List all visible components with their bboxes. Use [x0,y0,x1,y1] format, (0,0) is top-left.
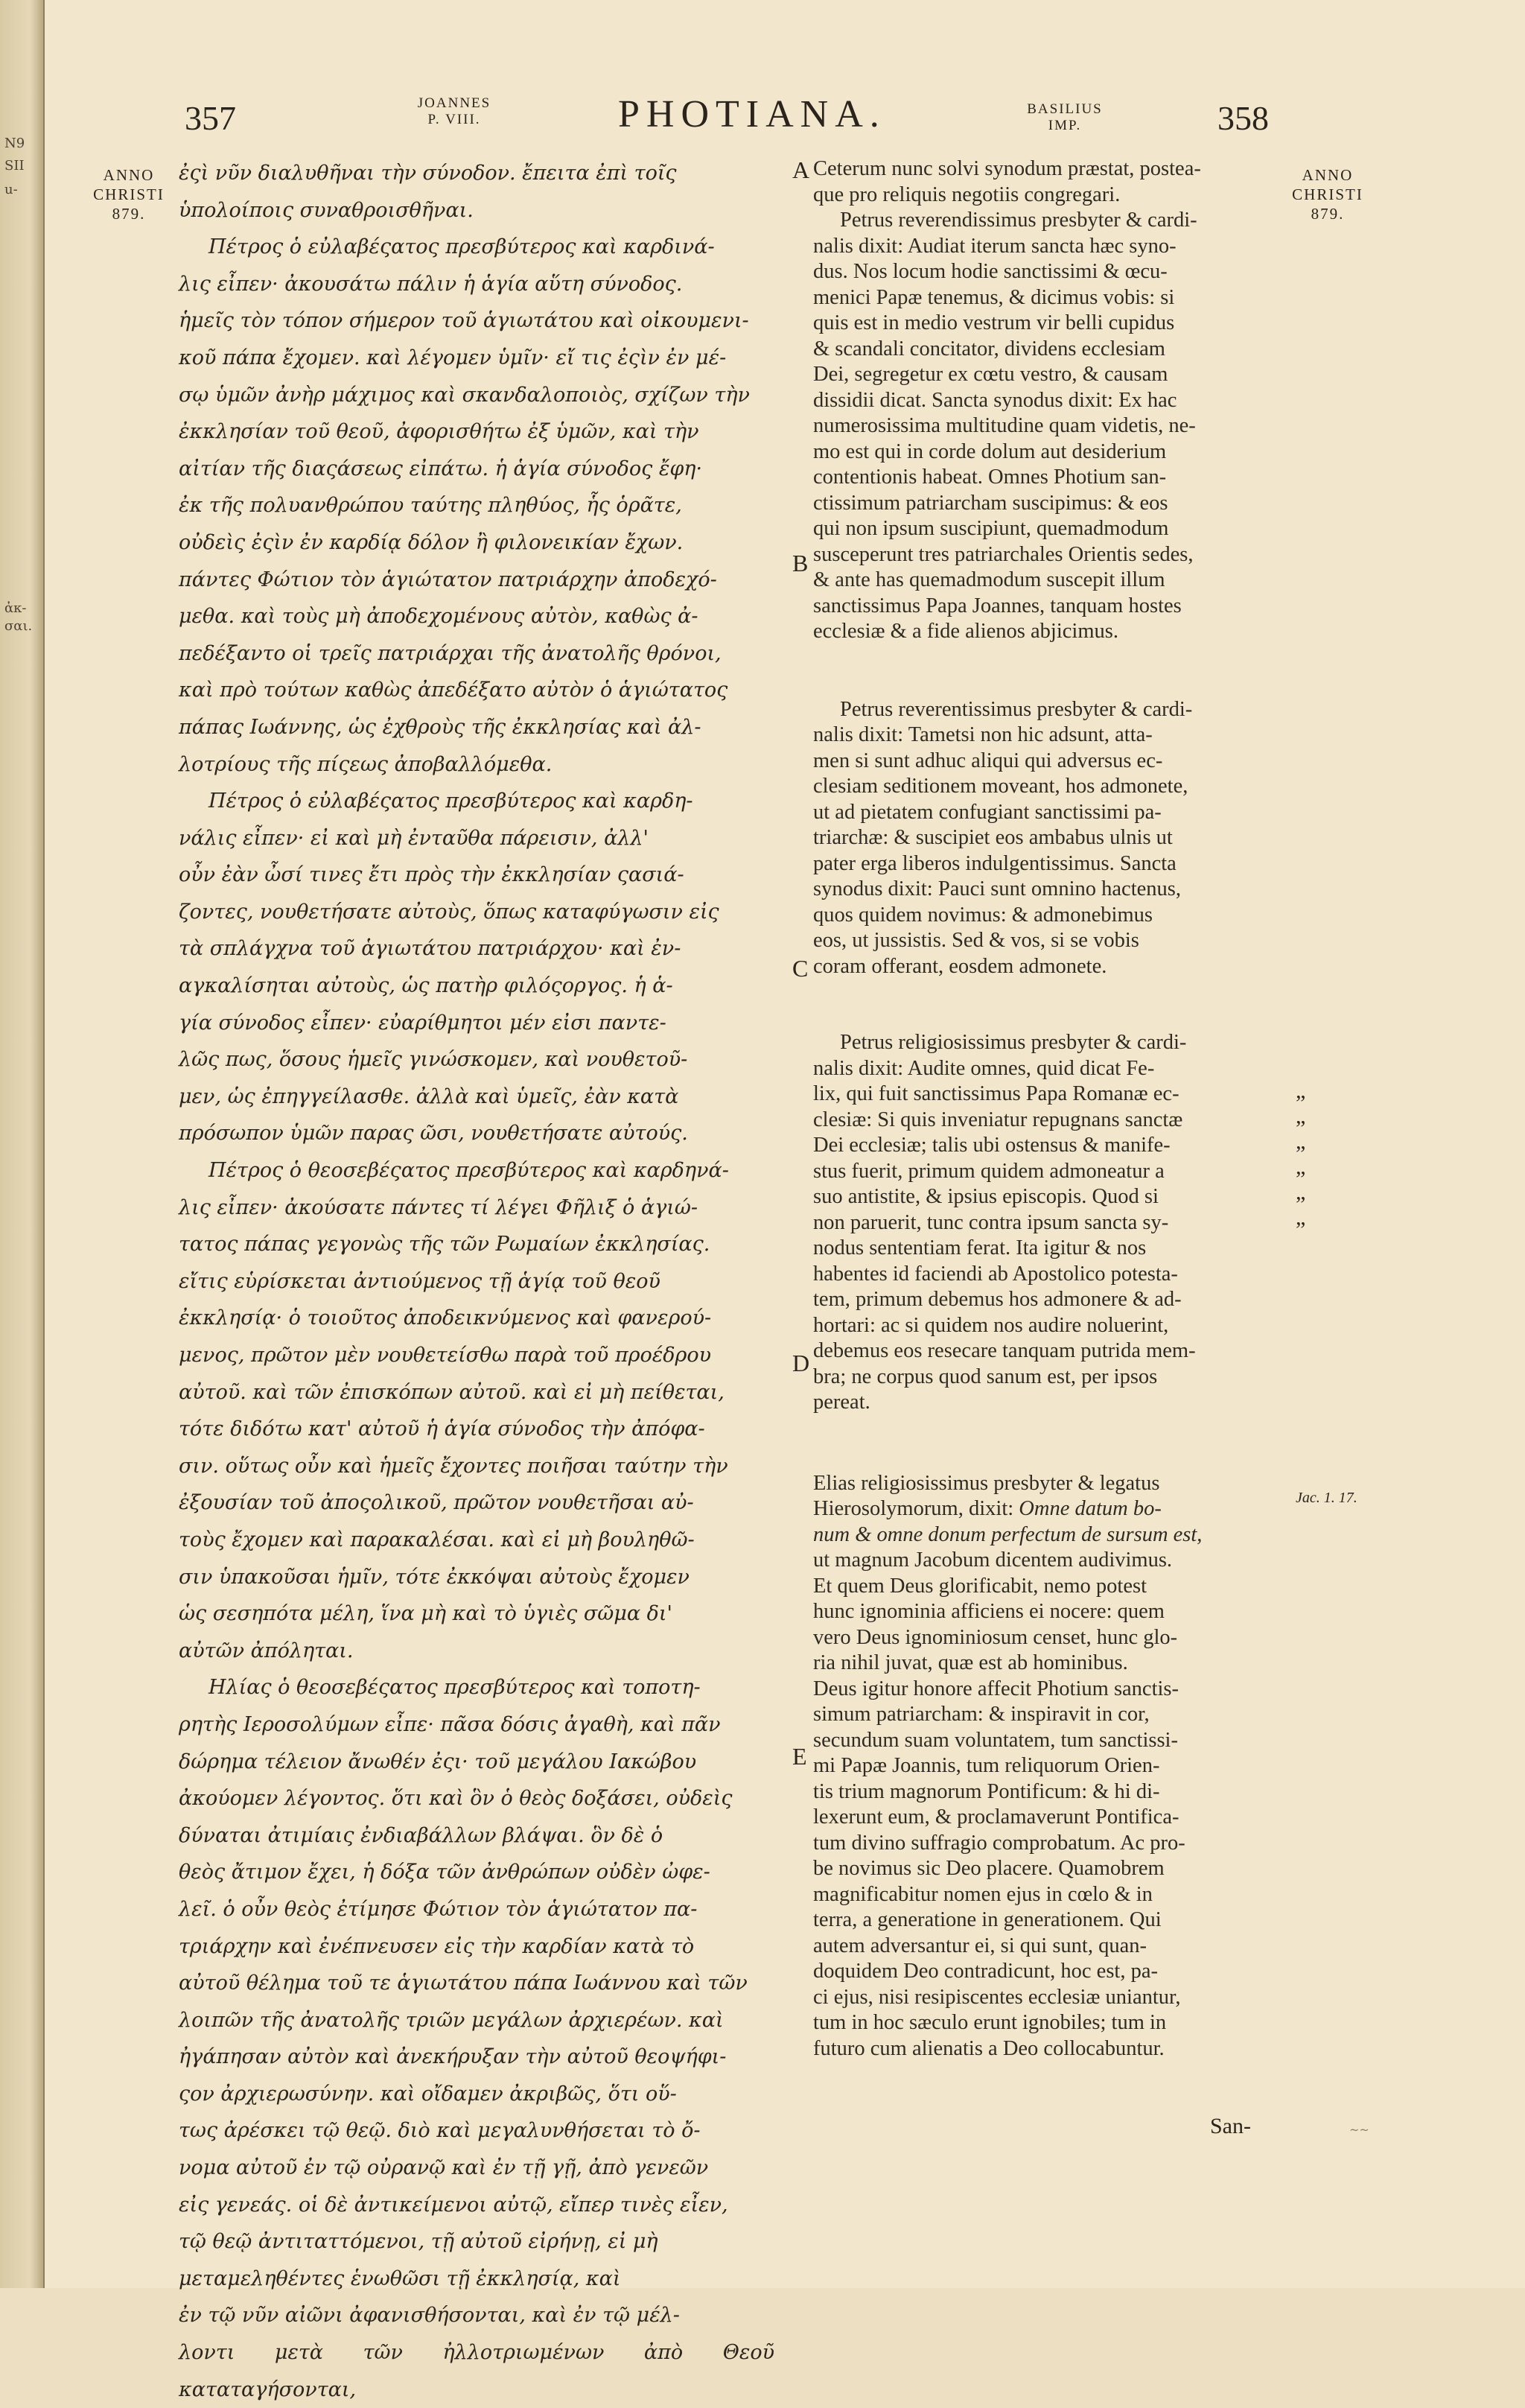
sidenote-line: ANNO [103,166,155,184]
catchword: San- [1210,2114,1251,2138]
latin-paragraph [813,1030,1282,1416]
quote-mark: „ [1296,1129,1306,1154]
text-line: λοιπῶν τῆς ἀνατολῆς τριῶν μεγάλων ἀρχιερέων. καὶ [179,2008,724,2032]
latin-paragraph [813,156,1282,208]
text-line: debemus eos resecare tanquam putrida mem- [813,1339,1196,1362]
text-line: men si sunt adhuc aliqui qui adversus ec- [813,749,1163,772]
book-page [45,0,1525,2401]
text-line: λοντι μετὰ τῶν ἠλλοτριωμένων ἀπὸ Θεοῦ καταταγήσονται, [179,2341,774,2401]
sidenote-line: CHRISTI [1292,185,1363,203]
text-line: πάντες Φώτιον τὸν ἁγιώτατον πατριάρχην ἀποδεχό- [179,568,717,591]
text-line: ἀκούομεν λέγοντος. ὅτι καὶ ὃν ὁ θεὸς δοξάσει, οὐδεὶς [179,1787,733,1811]
text-line: tum divino suffragio comprobatum. Ac pro- [813,1831,1185,1855]
text-line: Dei ecclesiæ; talis ubi ostensus & manife- [813,1134,1171,1157]
text-line: ctissimum patriarcham suscipimus: & eos [813,491,1168,515]
text-line: ζοντες, νουθετήσατε αὐτοὺς, ὅπως καταφύγωσιν εἰς [179,900,719,924]
scripture-reference: Jac. 1. 17. [1296,1490,1357,1506]
page-number-left: 357 [185,99,236,137]
prev-page-fragment: SII [4,158,25,174]
page-title: PHOTIANA. [618,93,886,136]
text-line: be novimus sic Deo placere. Quamobrem [813,1857,1165,1880]
text-line: quos quidem novimus: & admonebimus [813,903,1153,927]
text-line: synodus dixit: Pauci sunt omnino hactenus, [813,877,1181,900]
text-line: σιν ὑπακοῦσαι ἡμῖν, τότε ἐκκόψαι αὐτοὺς ἔχομεν [179,1565,690,1589]
text-line: Πέτρος ὁ εὐλαβέςατος πρεσβύτερος καὶ καρδινά- [208,235,715,259]
text-line: αγκαλίσηται αὐτοὺς, ὡς πατὴρ φιλόςοργος. ἡ ἁ- [179,974,673,998]
text-line: eos, ut jussistis. Sed & vos, si se vobis [813,929,1139,952]
text-line: nalis dixit: Tametsi non hic adsunt, atta- [813,723,1153,746]
text-line: nodus sententiam ferat. Ita igitur & nos [813,1236,1147,1259]
text-line: Deus igitur honore affecit Photium sanctis- [813,1677,1179,1700]
text-line: κοῦ πάπα ἔχομεν. καὶ λέγομεν ὑμῖν· εἴ τις ἐςὶν ἐν μέ- [179,346,727,369]
text-line: habentes id faciendi ab Apostolico potesta- [813,1262,1178,1286]
text-line: pereat. [813,1391,870,1414]
latin-italic-quote: Omne datum bo- [1019,1497,1162,1520]
text-line: susceperunt tres patriarchales Orientis sedes, [813,542,1194,566]
latin-column [813,156,1282,2062]
latin-line-part: Hierosolymorum, dixit: [813,1497,1014,1520]
latin-paragraph [813,208,1282,645]
text-line: dus. Nos locum hodie sanctissimi & œcu- [813,260,1168,283]
text-line: clesiam seditionem moveant, hos admonete, [813,775,1188,798]
quote-mark: „ [1296,1078,1306,1103]
text-line: ςον ἀρχιερωσύνην. καὶ οἴδαμεν ἀκριβῶς, ὅτι οὕ- [179,2082,677,2106]
text-line: εἰς γενεάς. οἱ δὲ ἀντικείμενοι αὐτῷ, εἴπερ τινὲς εἶεν, [179,2193,728,2217]
text-line: λοτρίους τῆς πίςεως ἀποβαλλόμεθα. [179,752,553,776]
text-line: nalis dixit: Audite omnes, quid dicat Fe- [813,1056,1155,1080]
text-line: τὰ σπλάγχνα τοῦ ἁγιωτάτου πατριάρχου· καὶ ἐν- [179,937,681,961]
ink-smudge: ~~ [1349,2123,1369,2137]
text-line: hortari: ac si quidem nos audire noluerint, [813,1313,1169,1337]
text-line: τότε διδότω κατ' αὐτοῦ ἡ ἁγία σύνοδος τὴν ἀπόφα- [179,1417,705,1441]
quote-mark: „ [1296,1180,1306,1204]
running-head-right-line: IMP. [1048,118,1082,133]
text-line: Ηλίας ὁ θεοσεβέςατος πρεσβύτερος καὶ τοποτη- [208,1676,701,1700]
text-line: menici Papæ tenemus, & dicimus vobis: si [813,285,1175,309]
text-line: coram offerant, eosdem admonete. [813,954,1107,978]
running-head-left-line: P. VIII. [427,112,481,127]
latin-paragraph [813,1471,1282,2062]
text-line: εἴτις εὑρίσκεται ἀντιούμενος τῇ ἁγίᾳ τοῦ θεοῦ [179,1269,660,1293]
text-line: Dei, segregetur ex cœtu vestro, & causam [813,363,1168,386]
text-line: μεν, ὡς ἐπηγγείλασθε. ἀλλὰ καὶ ὑμεῖς, ἐὰν κατὰ [179,1084,679,1108]
text-line: nalis dixit: Audiat iterum sancta hæc syno- [813,234,1177,258]
text-line: τως ἀρέσκει τῷ θεῷ. διὸ καὶ μεγαλυνθήσεται τὸ ὄ- [179,2119,701,2143]
text-line: νάλις εἶπεν· εἰ καὶ μὴ ἐνταῦθα πάρεισιν, ἀλλ' [179,826,649,850]
text-line: sanctissimus Papa Joannes, tanquam hostes [813,594,1182,617]
quote-mark: „ [1296,1205,1306,1230]
text-line: mi Papæ Joannis, tum reliquorum Orien- [813,1754,1160,1777]
text-line: τοὺς ἔχομεν καὶ παρακαλέσαι. καὶ εἰ μὴ βουληθῶ- [179,1528,695,1551]
latin-paragraph [813,697,1282,980]
text-line: doquidem Deo contradicunt, hoc est, pa- [813,1960,1158,1983]
text-line: ut magnum Jacobum dicentem audivimus. [813,1548,1173,1572]
text-line: secundum suam voluntatem, tum sanctissi- [813,1728,1178,1752]
running-head-left-line: JOANNES [417,95,491,111]
text-line: αὐτοῦ. καὶ τῶν ἐπισκόπων αὐτοῦ. καὶ εἰ μὴ πείθεται, [179,1380,725,1404]
text-line: Petrus reverendissimus presbyter & cardi- [840,209,1197,232]
text-line: αὐτῶν ἀπόληται. [179,1639,354,1662]
text-line: λις εἶπεν· ἀκουσάτω πάλιν ἡ ἁγία αὕτη σύνοδος. [179,272,683,296]
text-line: stus fuerit, primum quidem admoneatur a [813,1159,1165,1183]
text-line: ὑπολοίποις συναθροισθῆναι. [179,198,474,222]
sidenote-line: ANNO [1302,166,1354,184]
text-line: mo est qui in corde dolum aut desiderium [813,439,1167,463]
text-line: λις εἶπεν· ἀκούσατε πάντες τί λέγει Φῆλιξ ὁ ἁγιώ- [179,1195,698,1219]
text-line: γία σύνοδος εἶπεν· εὐαρίθμητοι μέν εἰσι παντε- [179,1011,666,1035]
text-line: μενος, πρῶτον μὲν νουθετείσθω παρὰ τοῦ προέδρου [179,1344,711,1367]
text-line: pater erga liberos indulgentissimus. Sancta [813,851,1177,875]
text-line: Petrus religiosissimus presbyter & cardi- [840,1031,1187,1054]
page-number-right: 358 [1217,99,1269,137]
text-line: dissidii dicat. Sancta synodus dixit: Ex hac [813,388,1177,412]
prev-page-fragment: ἀκ- [4,600,27,616]
text-line: tum in hoc sæculo erunt ignobiles; tum in [813,2011,1167,2034]
section-marker-d: D [792,1350,810,1376]
latin-line [813,1496,1282,1522]
text-line: ἐξουσίαν τοῦ ἀποςολικοῦ, πρῶτον νουθετῆσαι αὐ- [179,1491,694,1515]
text-line: ρητὴς Ιεροσολύμων εἶπε· πᾶσα δόσις ἀγαθὴ, καὶ πᾶν [179,1712,721,1736]
text-line: futuro cum alienatis a Deo collocabuntur. [813,2036,1165,2060]
prev-page-fragment: N9 [4,136,25,151]
text-line: οὖν ἐὰν ὦσί τινες ἔτι πρὸς τὴν ἐκκλησίαν ςασιά- [179,863,684,887]
text-line: τριάρχην καὶ ἐνέπνευσεν εἰς τὴν καρδίαν κατὰ τὸ [179,1934,695,1958]
section-marker-c: C [792,955,809,982]
text-line: autem adversantur ei, si qui sunt, quan- [813,1934,1147,1957]
running-head-right-line: BASILIUS [1027,101,1103,117]
text-line: ἐκκλησίᾳ· ὁ τοιοῦτος ἀποδεικνύμενος καὶ φανερού- [179,1306,712,1330]
text-line: πάπας Ιωάννης, ὡς ἐχθροὺς τῆς ἐκκλησίας καὶ ἀλ- [179,715,701,739]
text-line: non paruerit, tunc contra ipsum sancta sy- [813,1210,1169,1234]
text-line: ἐν τῷ νῦν αἰῶνι ἀφανισθήσονται, καὶ ἐν τῷ μέλ- [179,2304,680,2328]
previous-page-edge [0,0,45,2288]
text-line: lexerunt eum, & proclamaverunt Pontifica- [813,1805,1179,1829]
text-line: qui non ipsum suscipiunt, quemadmodum [813,517,1169,540]
text-line: ἠγάπησαν αὐτὸν καὶ ἀνεκήρυξαν τὴν αὐτοῦ θεοψήφι- [179,2045,727,2069]
greek-column [179,155,774,2408]
quote-mark: „ [1296,1104,1306,1128]
section-marker-a: A [792,156,810,183]
text-line: δώρημα τέλειον ἄνωθέν ἐςι· τοῦ μεγάλου Ιακώβου [179,1750,697,1773]
text-line: ci ejus, nisi resipiscentes ecclesiæ uniantur, [813,1985,1181,2009]
sidenote-right [1287,165,1369,223]
text-line: τῷ θεῷ ἀντιταττόμενοι, τῇ αὐτοῦ εἰρήνῃ, εἰ μὴ [179,2230,658,2254]
text-line: tis trium magnorum Pontificum: & hi di- [813,1779,1160,1803]
text-line: νομα αὐτοῦ ἐν τῷ οὐρανῷ καὶ ἐν τῇ γῇ, ἀπὸ γενεῶν [179,2156,709,2180]
text-line: ria nihil juvat, quæ est ab hominibus. [813,1651,1128,1674]
text-line: clesiæ: Si quis inveniatur repugnans sanctæ [813,1108,1183,1131]
text-line: καὶ πρὸ τούτων καθὼς ἀπεδέξατο αὐτὸν ὁ ἁγιώτατος [179,679,728,702]
text-line: τατος πάπας γεγονὼς τῆς τῶν Ρωμαίων ἐκκλησίας. [179,1233,710,1257]
text-line: λῶς πως, ὅσους ἡμεῖς γινώσκομεν, καὶ νουθετοῦ- [179,1048,688,1072]
text-line: & ante has quemadmodum suscepit illum [813,568,1165,591]
section-marker-b: B [792,550,809,576]
sidenote-line: 879. [1311,205,1345,223]
text-line: θεὸς ἄτιμον ἔχει, ἡ δόξα τῶν ἀνθρώπων οὐδὲν ὠφε- [179,1861,710,1884]
text-line: tem, primum debemus hos admonere & ad- [813,1288,1182,1311]
text-line: Petrus reverentissimus presbyter & cardi- [840,697,1193,721]
text-line: πρόσωπον ὑμῶν παρας ῶσι, νουθετήσατε αὐτούς. [179,1122,688,1146]
text-line: Et quem Deus glorificabit, nemo potest [813,1574,1147,1598]
text-line: que pro reliquis negotiis congregari. [813,182,1121,206]
text-line: μεθα. καὶ τοὺς μὴ ἀποδεχομένους αὐτὸν, καθὼς ἀ- [179,605,698,629]
text-line: Ceterum nunc solvi synodum præstat, postea- [813,157,1201,180]
text-line: δύναται ἀτιμίαις ἐνδιαβάλλων βλάψαι. ὃν δὲ ὁ [179,1823,663,1847]
section-marker-e: E [792,1743,807,1770]
sidenote-left [88,165,170,223]
running-head-right [1005,101,1124,134]
text-line: λεῖ. ὁ οὖν θεὸς ἐτίμησε Φώτιον τὸν ἁγιώτατον πα- [179,1897,698,1921]
text-line: ἐςὶ νῦν διαλυθῆναι τὴν σύνοδον. ἔπειτα ἐπὶ τοῖς [179,162,677,185]
sidenote-line: 879. [112,205,146,223]
text-line: πεδέξαντο οἱ τρεῖς πατριάρχαι τῆς ἀνατολῆς θρόνοι, [179,641,722,665]
text-line: hunc ignominia afficiens ei nocere: quem [813,1600,1165,1623]
text-line: Πέτρος ὁ θεοσεβέςατος πρεσβύτερος καὶ καρδηνά- [208,1159,729,1183]
text-line: αἰτίαν τῆς διαςάσεως εἰπάτω. ἡ ἁγία σύνοδος ἔφη· [179,457,703,480]
text-line: contentionis habeat. Omnes Photium san- [813,466,1167,489]
text-line: simum patriarcham: & inspiravit in cor, [813,1703,1150,1726]
text-line: quis est in medio vestrum vir belli cupidus [813,311,1175,334]
text-line: αὐτοῦ θέλημα τοῦ τε ἁγιωτάτου πάπα Ιωάννου καὶ τῶν [179,1972,748,1995]
text-line: triarchæ: & suscipiet eos ambabus ulnis ut [813,826,1173,849]
text-line: magnificabitur nomen ejus in cœlo & in [813,1882,1153,1906]
text-line: & scandali concitator, dividens ecclesiam [813,337,1165,360]
text-line: ὡς σεσηπότα μέλη, ἵνα μὴ καὶ τὸ ὑγιὲς σῶμα δι' [179,1602,672,1626]
prev-page-fragment: u- [4,182,18,197]
text-line: οὐδεὶς ἐςὶν ἐν καρδίᾳ δόλον ἢ φιλονεικίαν ἔχων. [179,530,684,554]
text-line: lix, qui fuit sanctissimus Papa Romanæ ec- [813,1082,1179,1105]
running-head-left [395,95,514,128]
text-line: ἐκ τῆς πολυανθρώπου ταύτης πληθύος, ἧς ὁρᾶτε, [179,494,682,518]
quote-mark: „ [1296,1154,1306,1179]
latin-line: Elias religiosissimus presbyter & legatus [813,1471,1160,1495]
text-line: ἡμεῖς τὸν τόπον σήμερον τοῦ ἁγιωτάτου καὶ οἰκουμενι- [179,309,749,333]
text-line: suo antistite, & ipsius episcopis. Quod si [813,1185,1159,1208]
sidenote-line: CHRISTI [93,185,165,203]
text-line: bra; ne corpus quod sanum est, per ipsos [813,1365,1158,1388]
text-line: Πέτρος ὁ εὐλαβέςατος πρεσβύτερος καὶ καρδη- [208,790,693,813]
text-line: vero Deus ignominiosum censet, hunc glo- [813,1625,1178,1649]
text-line: ut ad pietatem confugiant sanctissimi pa- [813,800,1162,824]
text-line: ecclesiæ & a fide alienos abjicimus. [813,620,1118,643]
text-line: σῳ ὑμῶν ἀνὴρ μάχιμος καὶ σκανδαλοποιὸς, σχίζων τὴν [179,383,750,407]
text-line: μεταμεληθέντες ἑνωθῶσι τῇ ἐκκλησίᾳ, καὶ [179,2266,621,2290]
text-line: σιν. οὕτως οὖν καὶ ἡμεῖς ἔχοντες ποιῆσαι ταύτην τὴν [179,1454,728,1478]
latin-italic-quote: num & omne donum perfectum de sursum est, [813,1522,1203,1546]
latin-lines [813,1548,1282,2062]
text-line: terra, a generatione in generationem. Qui [813,1908,1162,1931]
prev-page-fragment: σαι. [4,618,33,634]
text-line: ἐκκλησίαν τοῦ θεοῦ, ἀφορισθήτω ἐξ ὑμῶν, καὶ τὴν [179,420,699,444]
text-line: numerosissima multitudine quam videtis, ne- [813,414,1196,437]
